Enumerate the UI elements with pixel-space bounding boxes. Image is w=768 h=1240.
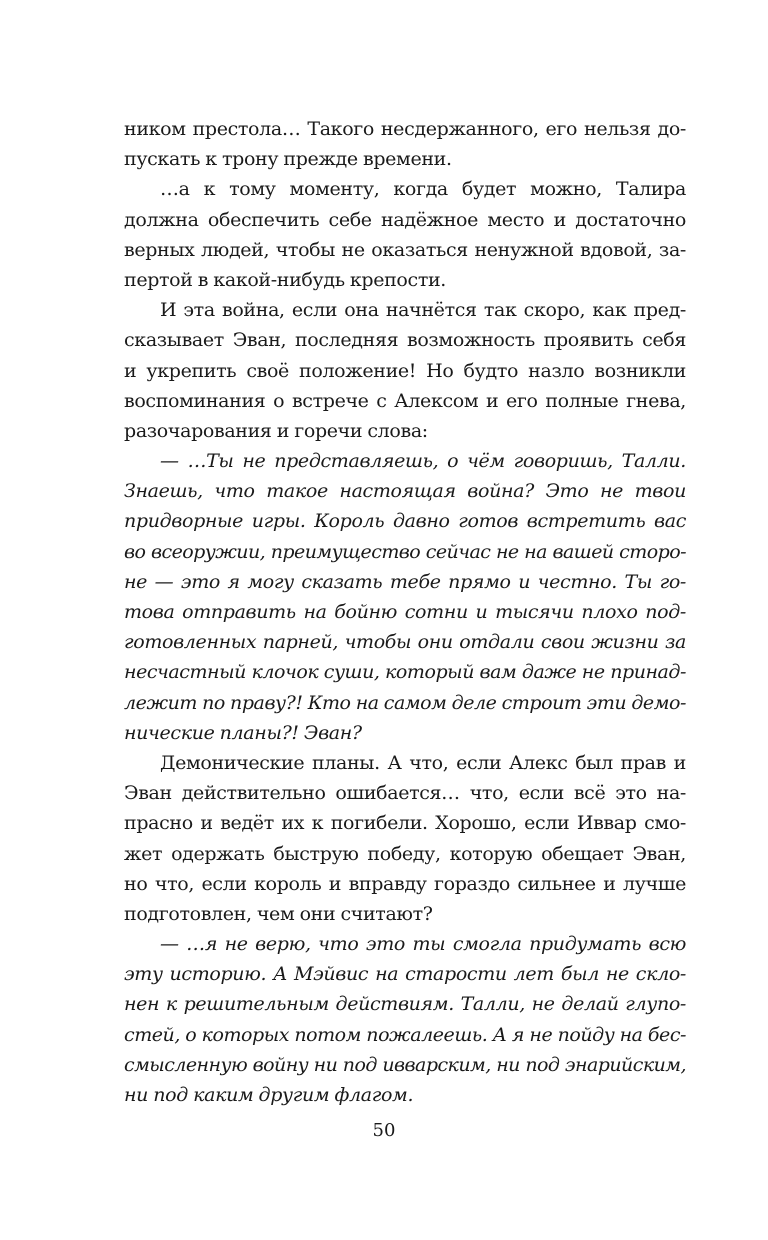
text-line: това отправить на бойню сотни и тысячи плохо под- <box>124 601 686 623</box>
text-line: ни под каким другим флагом. <box>124 1084 414 1106</box>
paragraph <box>124 114 686 174</box>
text-line: эту историю. А Мэйвис на старости лет был не скло- <box>124 963 686 986</box>
text-line: и укрепить своё положение! Но будто назло возникли <box>124 359 686 382</box>
page-body <box>124 114 686 1110</box>
paragraph <box>124 446 686 748</box>
text-line: разочарования и горечи слова: <box>124 419 428 442</box>
paragraph <box>124 295 686 446</box>
text-line: Знаешь, что такое настоящая война? Это не твои <box>124 480 686 503</box>
text-line: И эта война, если она начнётся так скоро, как пред- <box>160 299 686 322</box>
text-line: стей, о которых потом пожалеешь. А я не пойду на бес- <box>124 1023 686 1046</box>
text-line: подготовлен, чем они считают? <box>124 902 433 925</box>
text-line: пертой в какой-нибудь крепости. <box>124 268 446 291</box>
page-number: 50 <box>372 1120 396 1141</box>
text-line: несчастный клочок суши, который вам даже не принад- <box>124 661 686 684</box>
text-line: — …я не верю, что это ты смогла придумать всю <box>160 933 686 956</box>
text-line: нен к решительным действиям. Талли, не делай глупо- <box>124 993 686 1016</box>
text-line: Эван действительно ошибается… что, если всё это на- <box>124 782 686 805</box>
text-line: смысленную войну ни под ивварским, ни под энарийским, <box>124 1053 686 1076</box>
text-line: верных людей, чтобы не оказаться ненужной вдовой, за- <box>124 238 686 261</box>
text-line: Демонические планы. А что, если Алекс был прав и <box>160 751 686 774</box>
text-line: должна обеспечить себе надёжное место и достаточно <box>124 208 686 231</box>
text-line: не — это я могу сказать тебе прямо и честно. Ты го- <box>124 570 686 593</box>
text-line: прасно и ведёт их к погибели. Хорошо, если Иввар смо- <box>124 812 686 835</box>
text-line: — …Ты не представляешь, о чём говоришь, Талли. <box>160 450 686 473</box>
paragraph <box>124 748 686 929</box>
text-line: сказывает Эван, последняя возможность проявить себя <box>124 329 686 352</box>
paragraph <box>124 929 686 1110</box>
text-line: жет одержать быструю победу, которую обещает Эван, <box>124 842 686 865</box>
text-line: придворные игры. Король давно готов встретить вас <box>124 510 686 533</box>
text-line: во всеоружии, преимущество сейчас не на вашей сторо- <box>124 540 686 563</box>
text-line: воспоминания о встрече с Алексом и его полные гнева, <box>124 389 686 412</box>
text-line: …а к тому моменту, когда будет можно, Талира <box>160 178 686 201</box>
paragraph <box>124 174 686 295</box>
text-line: ником престола… Такого несдержанного, его нельзя до- <box>124 118 686 140</box>
text-line: нические планы?! Эван? <box>124 721 362 744</box>
text-line: лежит по праву?! Кто на самом деле строит эти демо- <box>124 691 686 714</box>
text-line: пускать к трону прежде времени. <box>124 148 452 171</box>
text-line: готовленных парней, чтобы они отдали свои жизни за <box>124 631 686 654</box>
text-line: но что, если король и вправду гораздо сильнее и лучше <box>124 872 686 895</box>
